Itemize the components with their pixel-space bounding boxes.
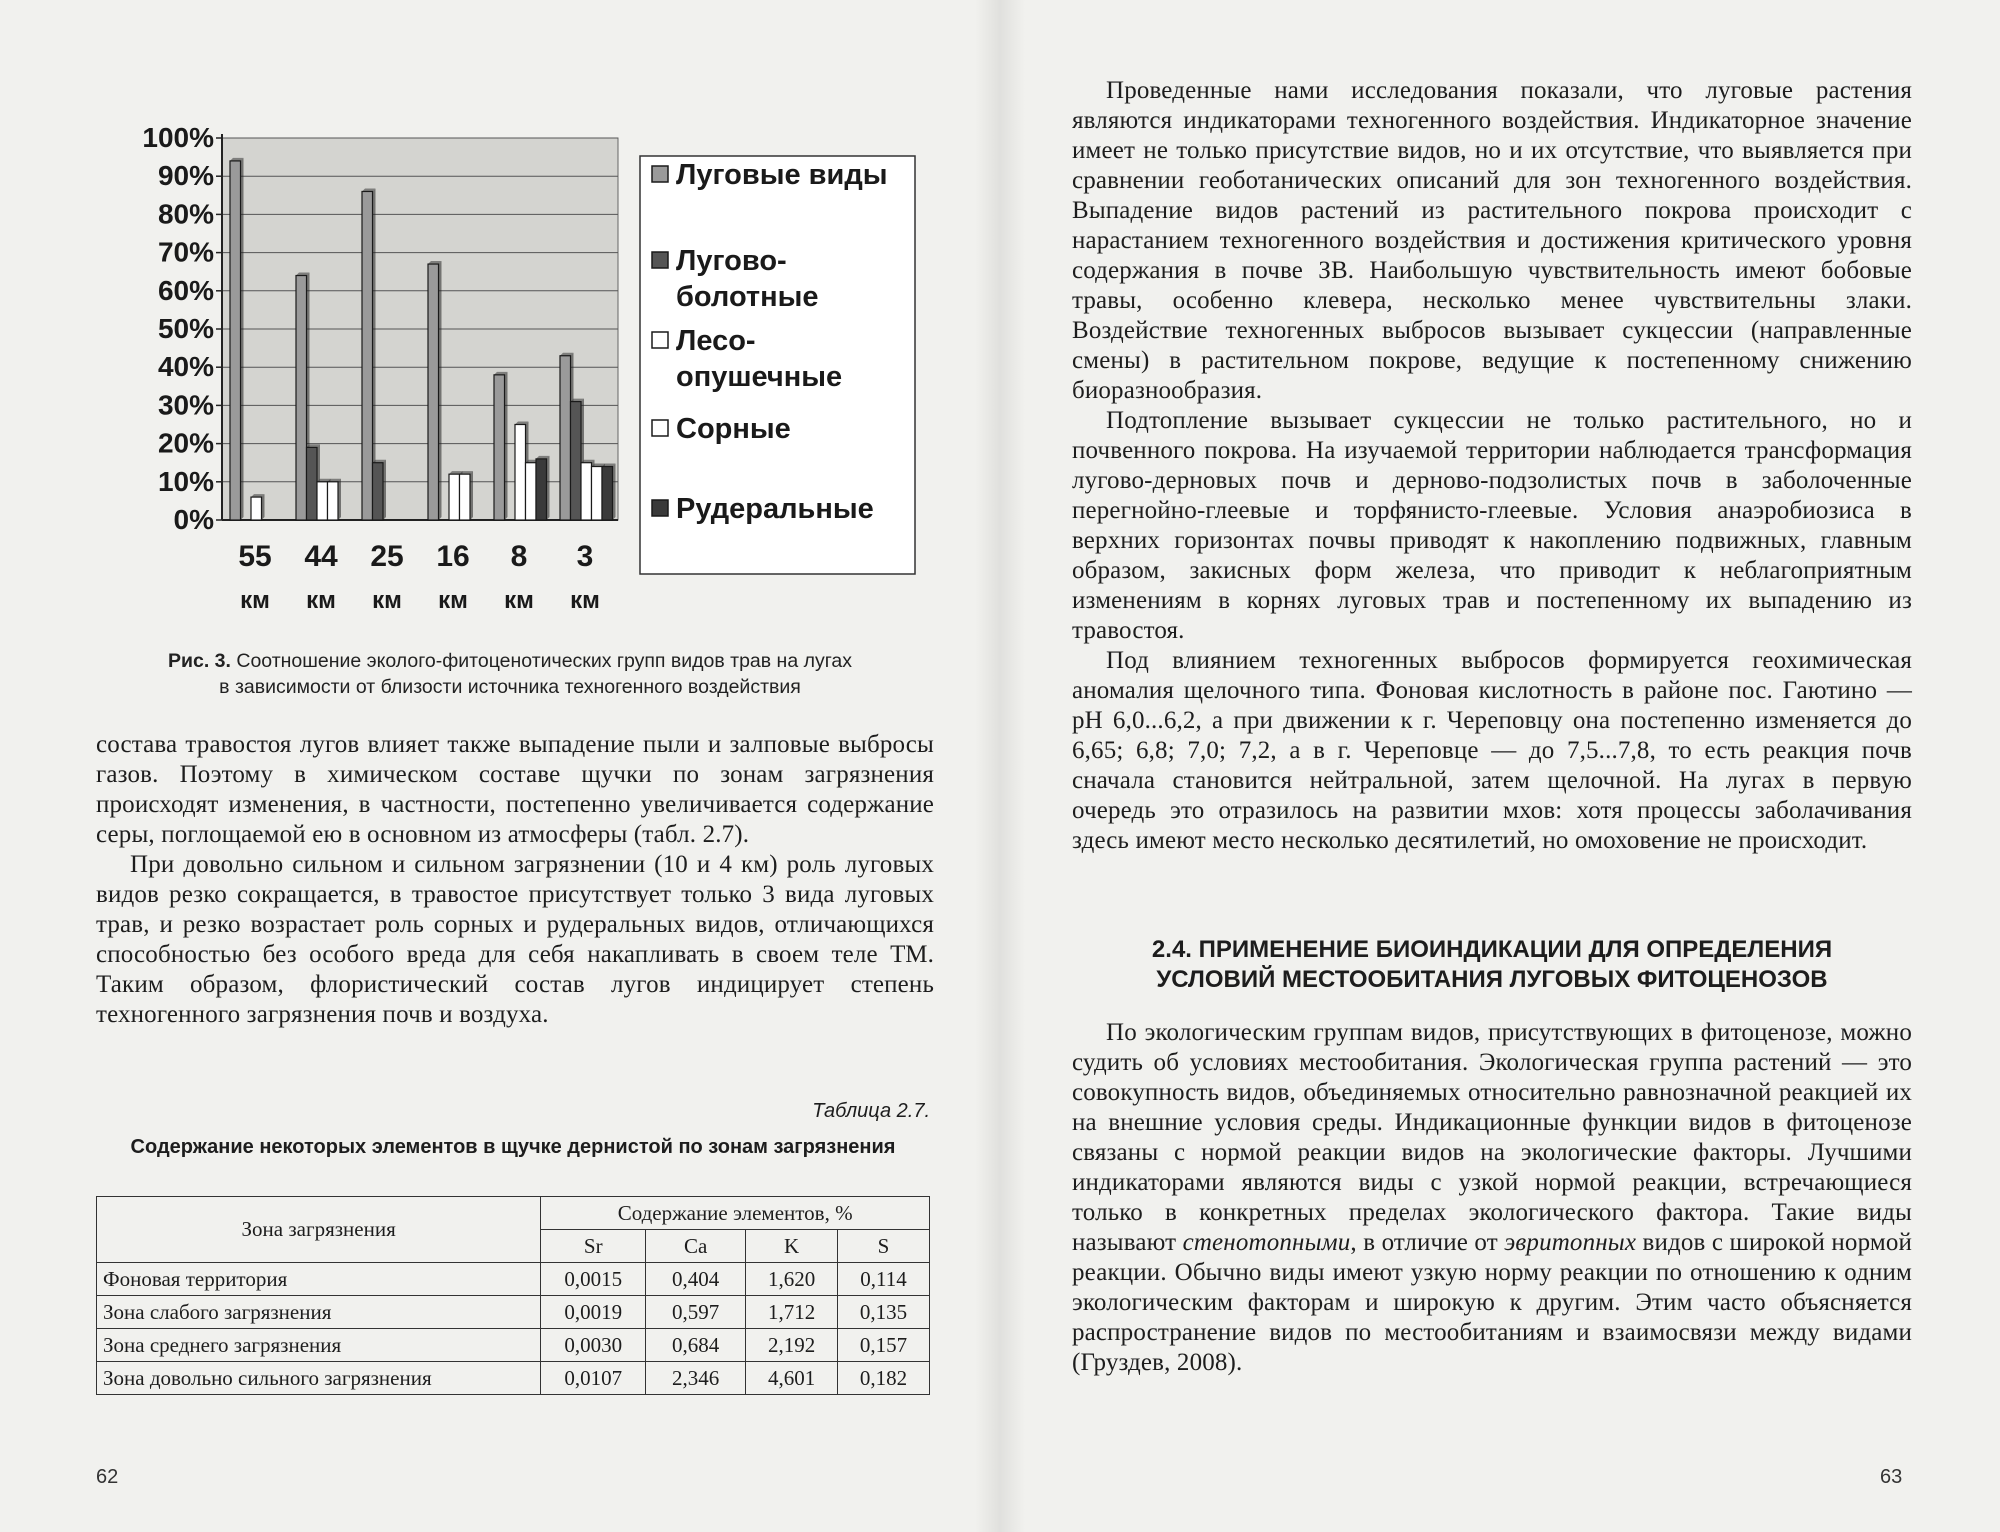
bar: [592, 467, 603, 520]
right-paragraph-3: Под влиянием техногенных выбросов формируется геохимическая аномалия щелочного типа. Фоновая кислотность в районе пос. Гаютино — рН 6,0...6,2, а при движении к г. Череповцу она постепенно изменяется до 6,65; 6,8; 7,0; 7,2, а в г. Череповце — до 7,5...7,8, то есть реакция почв сначала становится нейтральной, затем щелочной. На лугах в первую очередь это отразилось на развитии мхов: хотя процессы заболачивания здесь имеют место несколько десятилетий, но омоховение не происходит.: [1072, 647, 1912, 854]
cell-sr: 0,0019: [541, 1296, 646, 1329]
header-ca: Ca: [646, 1230, 746, 1263]
bar: [373, 463, 384, 520]
legend-label: опушечные: [676, 361, 843, 393]
y-tick-label: 40%: [157, 351, 214, 383]
figure-caption-line2: в зависимости от близости источника техногенного воздействия: [219, 676, 801, 698]
cell-k: 4,601: [746, 1362, 838, 1395]
x-tick-unit-label: км: [438, 587, 468, 614]
y-tick-label: 20%: [157, 427, 214, 459]
figure-caption-line1: Соотношение эколого-фитоценотических групп видов трав на лугах: [230, 650, 852, 672]
x-tick-label: 44: [304, 540, 338, 573]
bar: [251, 497, 262, 520]
bar: [328, 482, 339, 520]
figure-caption: [95, 648, 925, 700]
y-tick-label: 90%: [157, 160, 214, 192]
cell-ca: 0,404: [646, 1263, 746, 1296]
cell-k: 2,192: [746, 1329, 838, 1362]
table-title: Содержание некоторых элементов в щучке дернистой по зонам загрязнения: [130, 1136, 896, 1158]
y-tick-label: 50%: [157, 313, 214, 344]
cell-s: 0,114: [838, 1263, 930, 1296]
header-k: K: [746, 1230, 838, 1263]
legend-swatch: [652, 252, 668, 268]
section-title-line2: УСЛОВИЙ МЕСТООБИТАНИЯ ЛУГОВЫХ ФИТОЦЕНОЗОВ: [1156, 966, 1828, 993]
table-header-row: [97, 1197, 930, 1230]
right-paragraph-1: Проведенные нами исследования показали, что луговые растения являются индикаторами техногенного воздействия. Индикаторное значение имеет не только присутствие видов, но и их отсутствие, что выявляется при сравнении геоботанических описаний для зон техногенного воздействия. Выпадение видов растений из растительного покрова происходит с нарастанием техногенного воздействия и достижения критического уровня содержания в почве ЗВ. Наибольшую чувствительность имеют бобовые травы, особенно клевера, несколько менее чувствительны злаки. Воздействие техногенных выбросов вызывает сукцессии (направленные смены) в растительном покрове, ведущие к постепенному снижению биоразнообразия.: [1072, 77, 1912, 404]
x-tick-label: 55: [238, 540, 272, 573]
header-content: Содержание элементов, %: [541, 1197, 930, 1230]
cell-k: 1,620: [746, 1263, 838, 1296]
cell-s: 0,135: [838, 1296, 930, 1329]
bar: [449, 474, 460, 520]
bar: [362, 191, 373, 520]
paragraph-4-part-a: По экологическим группам видов, присутствующих в фитоценозе, можно судить об условиях местообитания. Экологическая группа растений — это совокупность видов, объединяемых относительно равнозначной реакцией их на внешние условия среды. Индикационные функции видов в фитоценозе связаны с нормой реакции видов на экологические факторы. Лучшими индикаторами являются виды с узкой нормой реакции, встречающиеся только в конкретных пределах экологического фактора. Такие виды называют: [1072, 1019, 1912, 1256]
left-paragraph-2: При довольно сильном и сильном загрязнении (10 и 4 км) роль луговых видов резко сокращается, в травостое присутствует только 3 вида луговых трав, и резко возрастает роль сорных и рудеральных видов, отличающихся способностью без особого вреда для себя накапливать в своем теле ТМ. Таким образом, флористический состав лугов индицирует степень техногенного загрязнения почв и воздуха.: [96, 851, 934, 1028]
y-tick-label: 0%: [173, 504, 214, 535]
x-tick-unit-label: км: [372, 587, 402, 614]
header-zone: Зона загрязнения: [97, 1197, 541, 1263]
row-zone: Зона довольно сильного загрязнения: [97, 1362, 541, 1395]
table-label: Таблица 2.7.: [812, 1100, 930, 1122]
x-tick-unit-label: км: [570, 587, 600, 614]
figure-label: Рис. 3.: [168, 650, 231, 672]
bar: [307, 447, 318, 520]
paragraph-4-part-c: видов с широкой нормой реакции. Обычно виды имеют узкую норму реакции по отношению к одним экологическим факторам и широкую к другим. Этим часто объясняется распространение видов по местообитаниям и взаимосвязи между видами (Груздев, 2008).: [1072, 1229, 1913, 1376]
bar: [526, 463, 537, 520]
table-row: [97, 1329, 930, 1362]
left-page: [0, 0, 990, 1532]
section-title-line1: 2.4. ПРИМЕНЕНИЕ БИОИНДИКАЦИИ ДЛЯ ОПРЕДЕЛЕНИЯ: [1151, 936, 1833, 963]
legend-swatch: [652, 500, 668, 516]
paragraph-4-part-b: , в отличие от: [1350, 1229, 1505, 1256]
bar: [536, 459, 547, 520]
cell-k: 1,712: [746, 1296, 838, 1329]
x-tick-unit-label: км: [504, 587, 534, 614]
right-body-text: [1072, 76, 1912, 856]
x-tick-label: 25: [370, 540, 404, 573]
bar: [317, 482, 328, 520]
x-tick-label: 3: [576, 540, 594, 573]
legend-label: Лугово-: [676, 245, 787, 277]
header-s: S: [838, 1230, 930, 1263]
right-body-text-2: [1072, 1018, 1912, 1378]
bar: [515, 425, 526, 521]
header-sr: Sr: [541, 1230, 646, 1263]
legend-label: Сорные: [676, 413, 791, 445]
bar: [581, 463, 592, 520]
legend-label: Рудеральные: [676, 493, 874, 525]
bar: [428, 264, 439, 520]
bar: [602, 467, 613, 520]
y-tick-label: 60%: [157, 274, 214, 306]
right-paragraph-2: Подтопление вызывает сукцессии не только растительного, но и почвенного покрова. На изучаемой территории наблюдается трансформация лугово-дерновых почв и дерново-подзолистых почв в заболоченные перегнойно-глеевые и торфянисто-глеевые. Условия анаэробиозиса в верхних горизонтах почвы приводят к накоплению подвижных, главным образом, закисных форм железа, что приводит к неблагоприятным изменениям в корнях луговых трав и постепенному их выпадению из травостоя.: [1072, 407, 1912, 644]
cell-sr: 0,0015: [541, 1263, 646, 1296]
right-paragraph-4: [1072, 1018, 1912, 1378]
row-zone: Фоновая территория: [97, 1263, 541, 1296]
table-row: [97, 1296, 930, 1329]
section-title: [1072, 935, 1912, 995]
bar: [571, 402, 582, 520]
term-stenotopic: стенотопными: [1182, 1229, 1351, 1256]
row-zone: Зона среднего загрязнения: [97, 1329, 541, 1362]
cell-ca: 0,597: [646, 1296, 746, 1329]
page-number-left: 62: [96, 1466, 119, 1488]
x-tick-label: 16: [436, 540, 470, 573]
left-paragraph-1: состава травостоя лугов влияет также выпадение пыли и залповые выбросы газов. Поэтому в химическом составе щучки по зонам загрязнения происходят изменения, в частности, постепенно увеличивается содержание серы, поглощаемой ею в основном из атмосферы (табл. 2.7).: [96, 731, 934, 848]
legend-swatch: [652, 332, 668, 348]
bar: [560, 356, 571, 520]
bar-chart: [120, 108, 930, 628]
left-body-text: [96, 730, 934, 1030]
legend-label: болотные: [676, 281, 819, 313]
cell-sr: 0,0107: [541, 1362, 646, 1395]
y-tick-label: 70%: [157, 236, 214, 268]
y-tick-label: 10%: [157, 465, 214, 497]
bar: [460, 474, 471, 520]
y-tick-label: 30%: [157, 389, 214, 421]
y-tick-label: 100%: [142, 122, 214, 153]
x-tick-unit-label: км: [306, 587, 336, 614]
legend-label: Луговые виды: [676, 159, 888, 191]
x-tick-label: 8: [510, 540, 528, 573]
row-zone: Зона слабого загрязнения: [97, 1296, 541, 1329]
legend-label: Лесо-: [676, 325, 756, 357]
bar: [296, 276, 307, 520]
legend-swatch: [652, 420, 668, 436]
y-tick-label: 80%: [157, 198, 214, 230]
cell-s: 0,182: [838, 1362, 930, 1395]
x-tick-unit-label: км: [240, 587, 270, 614]
elements-table: [96, 1196, 930, 1395]
cell-ca: 0,684: [646, 1329, 746, 1362]
table-row: [97, 1263, 930, 1296]
cell-ca: 2,346: [646, 1362, 746, 1395]
bar: [230, 161, 241, 520]
term-eurytopic: эвритопных: [1504, 1229, 1637, 1256]
cell-sr: 0,0030: [541, 1329, 646, 1362]
legend-swatch: [652, 166, 668, 182]
bar: [494, 375, 505, 520]
page-number-right: 63: [1880, 1466, 1903, 1488]
cell-s: 0,157: [838, 1329, 930, 1362]
table-row: [97, 1362, 930, 1395]
